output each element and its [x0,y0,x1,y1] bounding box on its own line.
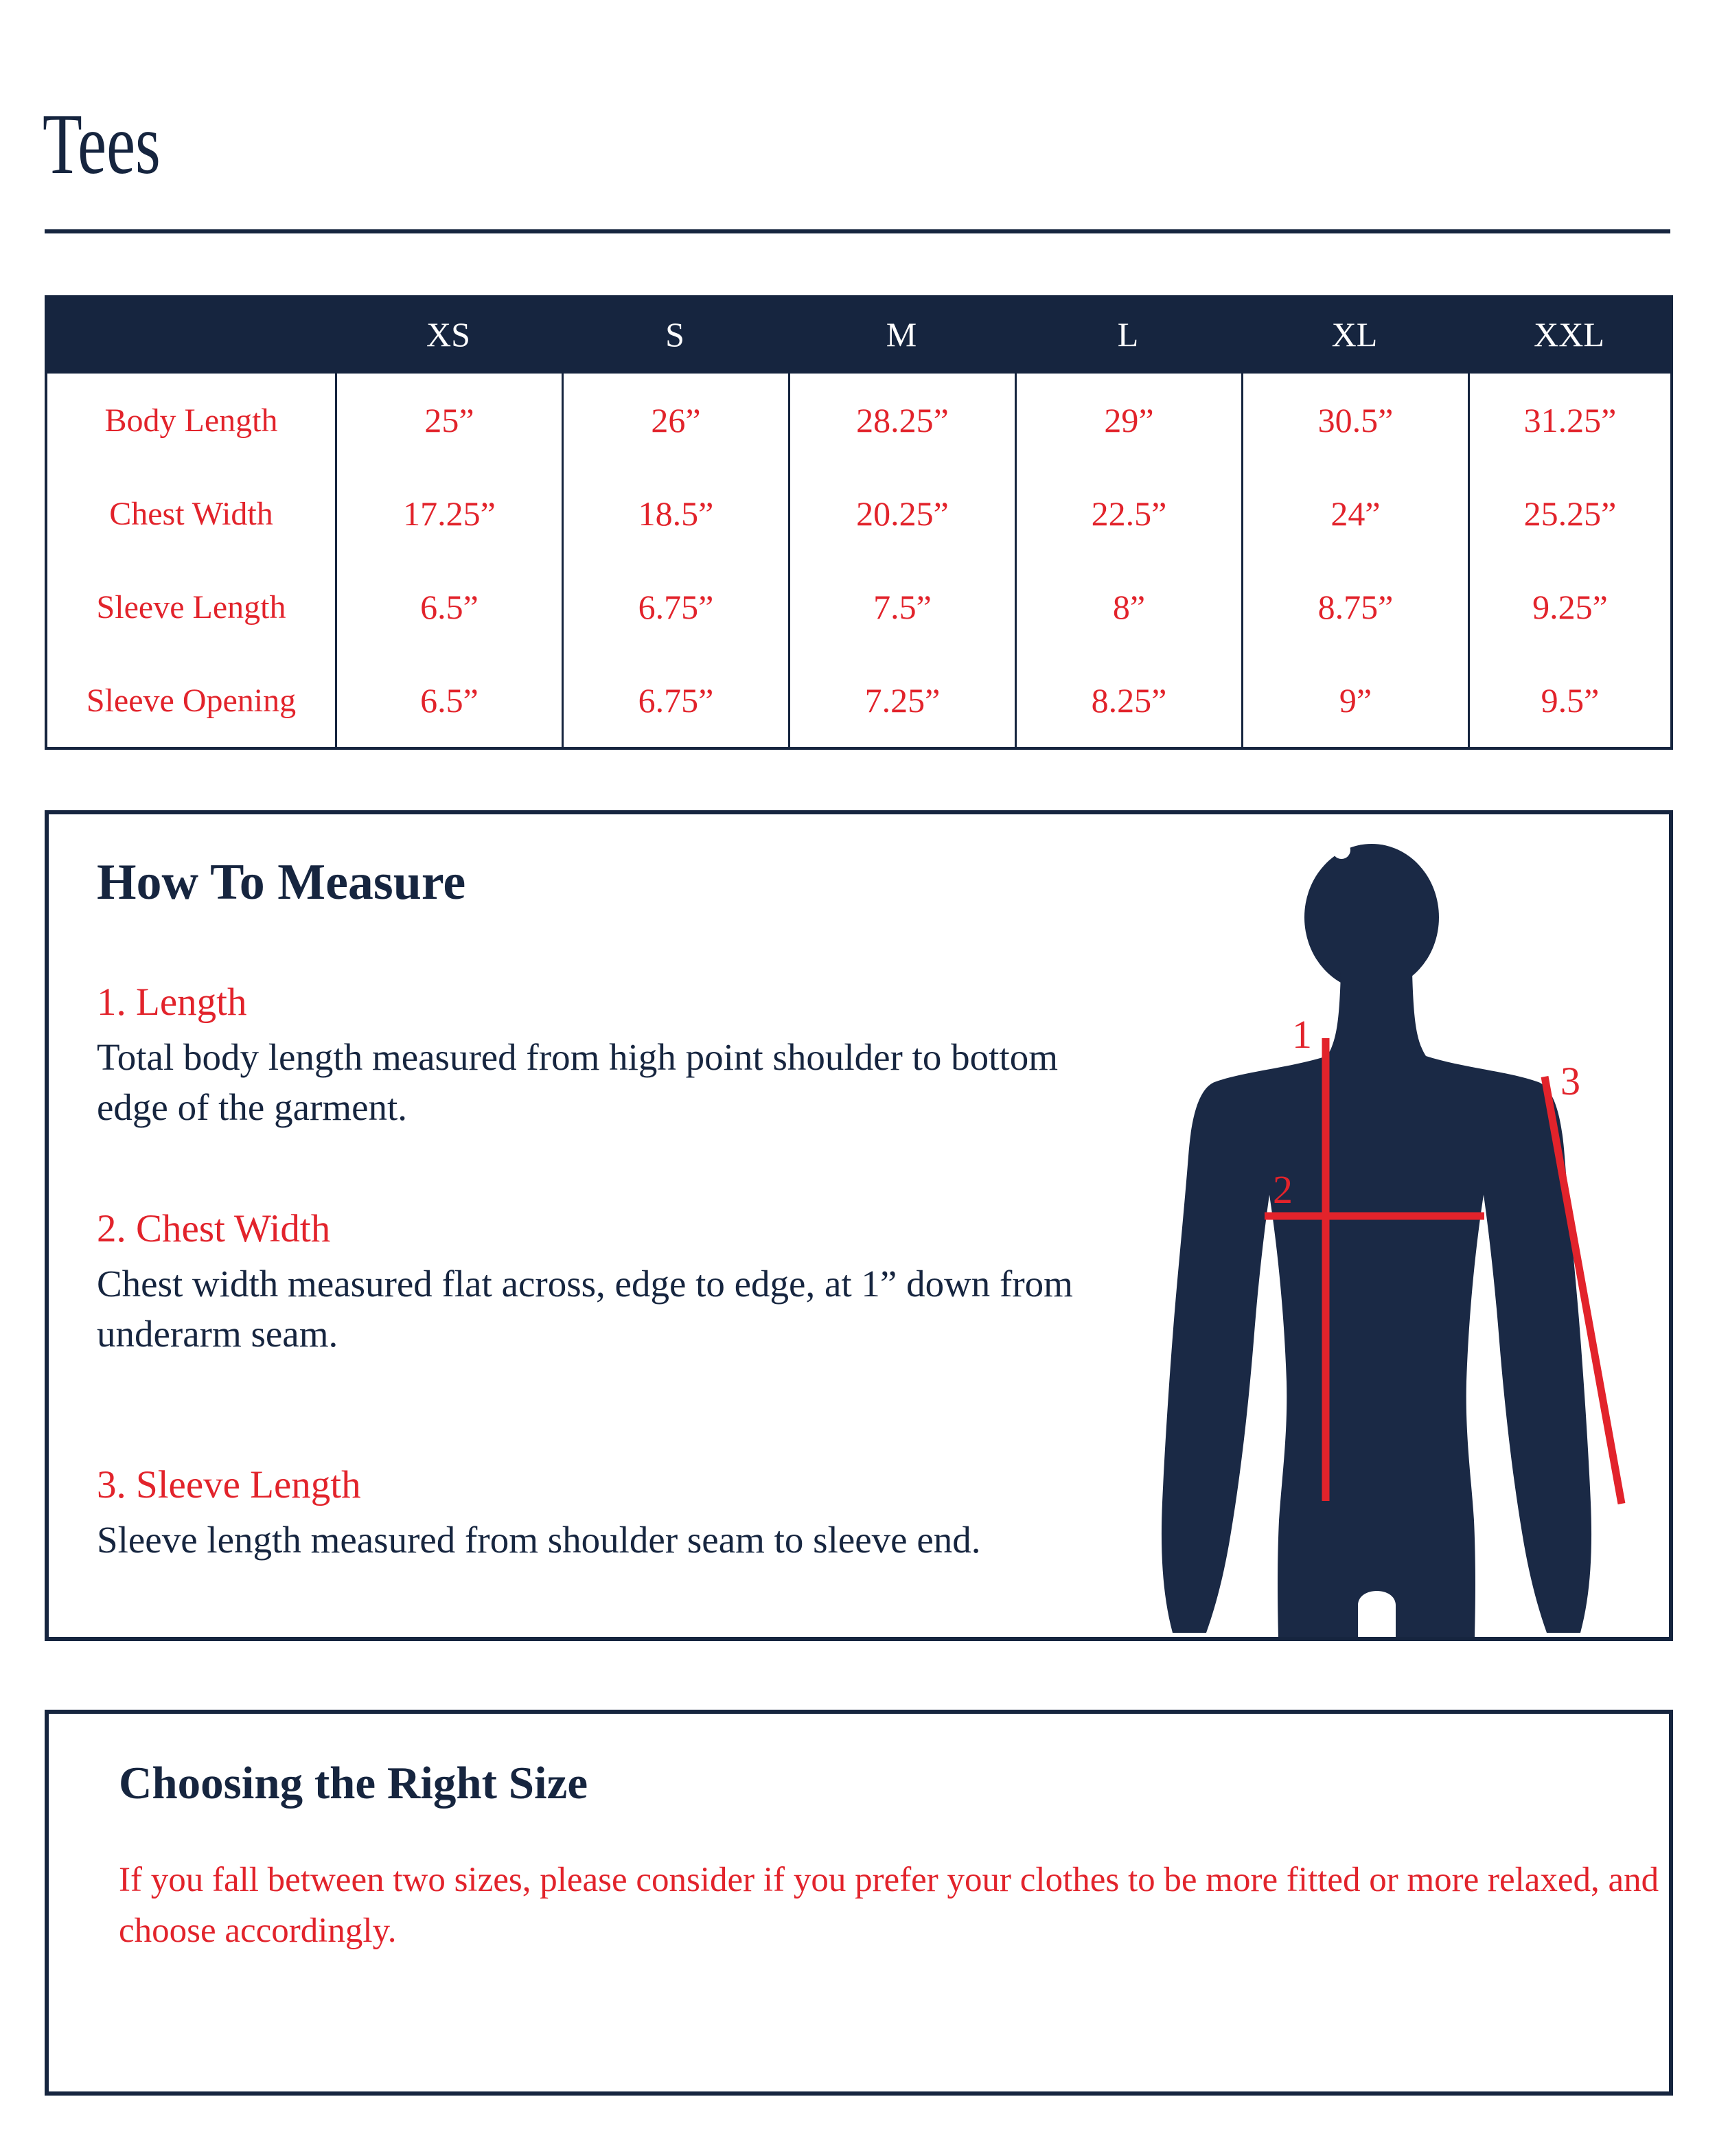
size-cell: 8” [1112,588,1146,626]
column-header-s: S [665,315,684,354]
size-cell: 31.25” [1523,401,1617,439]
measure-step-chest-width [97,1204,1127,1359]
size-chart-body [47,374,1670,747]
size-cell: 17.25” [403,494,496,533]
column-header-xl: XL [1331,315,1378,354]
figure-label-1: 1 [1292,1012,1312,1057]
step-title: 3. Sleeve Length [97,1463,361,1506]
measure-step-length [97,978,1127,1132]
measurement-figure [1140,814,1669,1637]
size-cell: 6.75” [638,588,714,626]
size-cell: 8.25” [1091,681,1167,720]
column-xxl [1468,374,1670,747]
size-cell: 8.75” [1317,588,1394,626]
measure-step-sleeve-length [97,1460,1127,1565]
size-cell: 18.5” [638,494,714,533]
size-cell: 6.5” [420,588,479,626]
how-to-measure-heading: How To Measure [97,854,466,910]
size-cell: 7.25” [864,681,941,720]
size-cell: 25.25” [1523,494,1617,533]
row-label-body-length: Body Length [104,402,278,439]
figure-label-3: 3 [1560,1059,1580,1103]
size-cell: 24” [1330,494,1381,533]
column-header-l: L [1117,315,1139,354]
how-to-measure-section [45,810,1673,1641]
size-cell: 22.5” [1091,494,1167,533]
title-divider [45,229,1670,233]
figure-hair-notch [1333,841,1350,859]
column-header-m: M [886,315,917,354]
column-l [1015,374,1241,747]
step-description: Sleeve length measured from shoulder seam to sleeve end. [97,1519,981,1561]
size-chart-header-row [47,295,1670,374]
size-cell: 29” [1104,401,1154,439]
column-header-xs: XS [426,315,470,354]
choosing-size-heading: Choosing the Right Size [119,1758,588,1809]
step-description: Total body length measured from high point shoulder to bottom edge of the garment. [97,1036,1058,1129]
size-cell: 9” [1339,681,1372,720]
column-header-blank [47,295,335,374]
size-cell: 9.5” [1541,681,1600,720]
size-cell: 6.5” [420,681,479,720]
row-label-chest-width: Chest Width [109,495,273,532]
row-label-column [47,374,335,747]
page-title: Tees [43,97,161,192]
size-cell: 26” [651,401,701,439]
size-cell: 7.5” [873,588,932,626]
size-chart-table [45,295,1673,750]
column-xl [1241,374,1468,747]
row-label-sleeve-opening: Sleeve Opening [86,682,297,719]
size-cell: 25” [424,401,474,439]
column-m [788,374,1015,747]
size-cell: 20.25” [856,494,949,533]
step-description: Chest width measured flat across, edge to edge, at 1” down from underarm seam. [97,1263,1073,1355]
figure-label-2: 2 [1273,1167,1293,1212]
step-title: 2. Chest Width [97,1207,331,1250]
column-s [562,374,788,747]
size-cell: 28.25” [856,401,949,439]
step-title: 1. Length [97,980,247,1024]
size-cell: 6.75” [638,681,714,720]
choosing-size-text: If you fall between two sizes, please consider if you prefer your clothes to be more fitted or more relaxed, and choose accordingly. [119,1861,1659,1950]
figure-head [1304,844,1439,991]
column-header-xxl: XXL [1534,315,1604,354]
column-xs [335,374,562,747]
size-cell: 30.5” [1317,401,1394,439]
size-cell: 9.25” [1532,588,1608,626]
choosing-size-section [45,1710,1673,2096]
body-silhouette-svg [1140,814,1669,1637]
figure-body [1162,972,1591,1637]
row-label-sleeve-length: Sleeve Length [96,588,286,626]
